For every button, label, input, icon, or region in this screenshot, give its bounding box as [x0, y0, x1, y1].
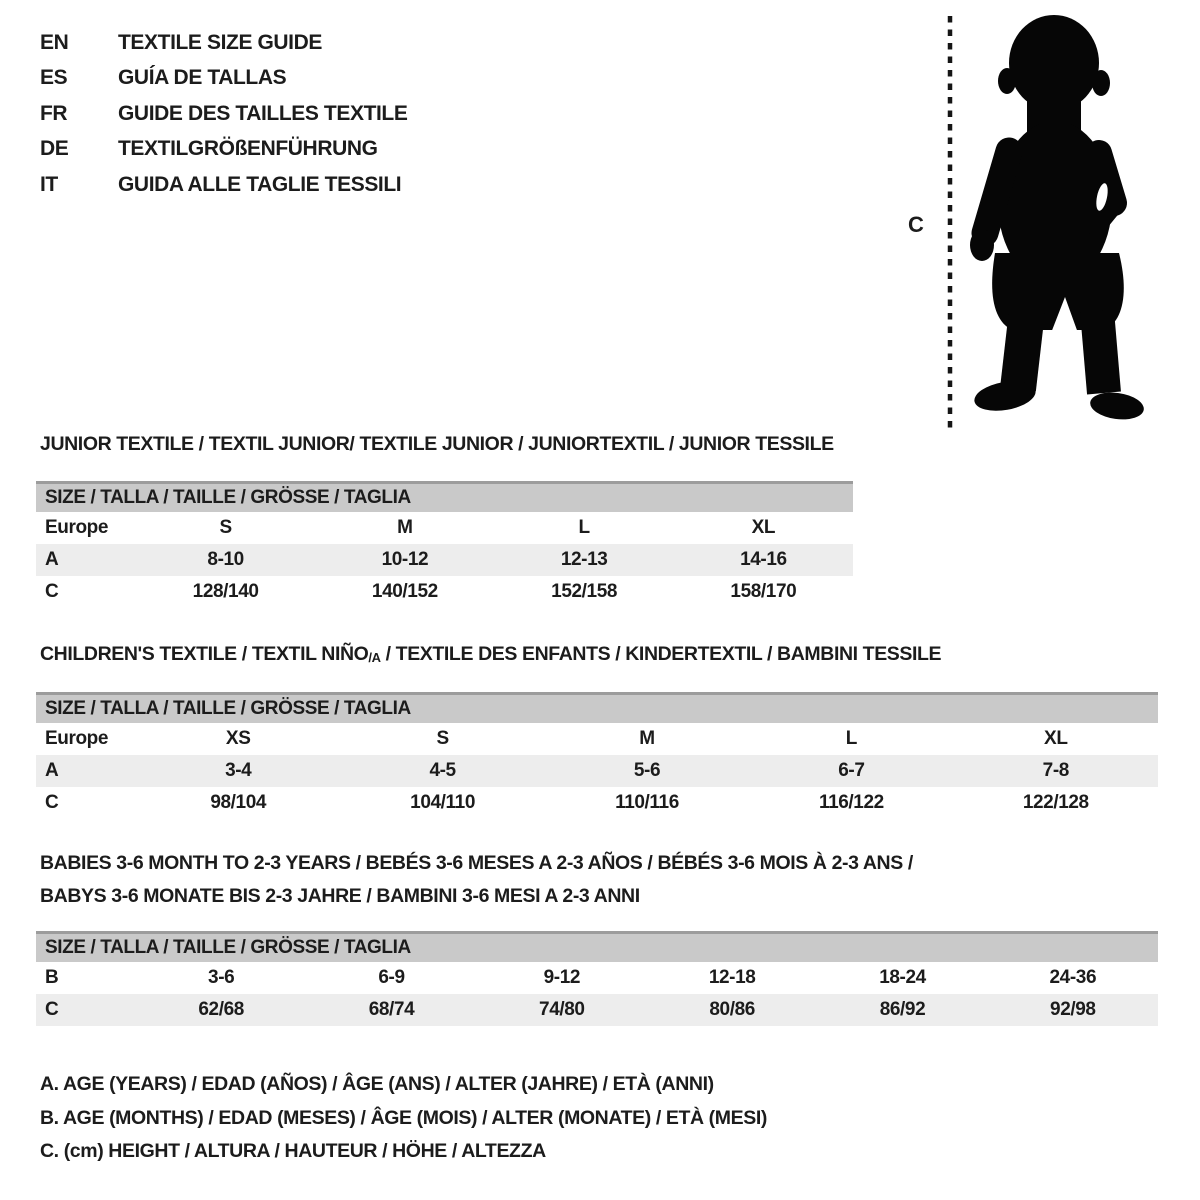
height-measure-label: C	[908, 212, 924, 237]
language-code: ES	[40, 66, 68, 90]
table-row-europe	[36, 512, 853, 544]
table-row-europe	[36, 723, 1158, 755]
table-cell: 74/80	[539, 999, 585, 1020]
language-code: DE	[40, 137, 69, 161]
table-cell: S	[219, 517, 232, 538]
row-label: C	[45, 581, 59, 602]
table-cell: L	[578, 517, 590, 538]
table-row-age-months	[36, 962, 1158, 994]
table-cell: 152/158	[551, 581, 618, 602]
toddler-silhouette-icon	[900, 8, 1200, 438]
table-size-header: SIZE / TALLA / TAILLE / GRÖSSE / TAGLIA	[36, 692, 1158, 723]
language-code: EN	[40, 30, 69, 54]
section-title-suffix: /A	[368, 650, 381, 665]
table-cell: 9-12	[543, 967, 581, 988]
table-cell: 98/104	[210, 792, 267, 813]
row-label: C	[45, 999, 59, 1020]
table-row-height	[36, 994, 1158, 1026]
list-item	[40, 132, 407, 168]
footnote-a: A. AGE (YEARS) / EDAD (AÑOS) / ÂGE (ANS) / ALTER (JAHRE) / ETÀ (ANNI)	[40, 1073, 714, 1095]
table-cell: 18-24	[879, 967, 926, 988]
table-cell: 110/116	[615, 792, 679, 813]
row-label: A	[45, 760, 59, 781]
table-cell: 12-18	[708, 967, 756, 988]
table-size-header: SIZE / TALLA / TAILLE / GRÖSSE / TAGLIA	[36, 931, 1158, 962]
table-row-height	[36, 787, 1158, 819]
row-label: Europe	[45, 728, 109, 749]
section-title-line: BABYS 3-6 MONATE BIS 2-3 JAHRE / BAMBINI 3-6 MESI A 2-3 ANNI	[40, 885, 640, 907]
table-cell: 104/110	[410, 792, 476, 813]
table-cell: L	[845, 728, 857, 749]
table-size-header: SIZE / TALLA / TAILLE / GRÖSSE / TAGLIA	[36, 481, 853, 512]
table-cell: 5-6	[633, 760, 661, 781]
junior-size-table	[36, 481, 853, 608]
babies-size-table	[36, 931, 1158, 1026]
table-cell: 7-8	[1042, 760, 1069, 781]
table-row-height	[36, 576, 853, 608]
section-title-children	[40, 643, 941, 666]
row-label: C	[45, 792, 59, 813]
section-title-text: / TEXTILE DES ENFANTS / KINDERTEXTIL / BAMBINI TESSILE	[380, 643, 942, 665]
table-cell: 158/170	[730, 581, 797, 602]
table-cell: 140/152	[371, 581, 438, 602]
language-title: TEXTILGRÖßENFÜHRUNG	[118, 137, 378, 161]
children-size-table	[36, 692, 1158, 819]
language-title-list	[40, 25, 407, 203]
table-cell: M	[639, 728, 655, 749]
section-title-text: CHILDREN'S TEXTILE / TEXTIL NIÑO	[40, 643, 369, 665]
table-cell: 68/74	[368, 999, 415, 1020]
section-title-line: BABIES 3-6 MONTH TO 2-3 YEARS / BEBÉS 3-6 MESES A 2-3 AÑOS / BÉBÉS 3-6 MOIS À 2-3 ANS /	[40, 852, 913, 874]
table-row-age	[36, 755, 1158, 787]
table-cell: 14-16	[740, 549, 787, 570]
table-cell: XL	[751, 517, 776, 538]
list-item	[40, 96, 407, 132]
row-label: B	[45, 967, 59, 988]
footnote-b: B. AGE (MONTHS) / EDAD (MESES) / ÂGE (MOIS) / ALTER (MONATE) / ETÀ (MESI)	[40, 1106, 767, 1129]
table-cell: 128/140	[192, 581, 259, 602]
table-cell: 12-13	[560, 549, 608, 570]
table-cell: XS	[225, 728, 251, 749]
table-cell: XL	[1044, 728, 1068, 749]
table-cell: 4-5	[429, 760, 456, 781]
table-cell: 3-4	[225, 760, 252, 781]
list-item	[40, 167, 407, 203]
table-cell: 92/98	[1050, 999, 1096, 1020]
table-cell: 8-10	[207, 549, 244, 570]
section-title-babies	[40, 847, 913, 913]
table-cell: 24-36	[1049, 967, 1097, 988]
table-cell: 122/128	[1022, 792, 1089, 813]
table-cell: 80/86	[709, 999, 755, 1020]
table-cell: 6-9	[378, 967, 405, 988]
table-cell: 10-12	[381, 549, 429, 570]
table-row-age	[36, 544, 853, 576]
toddler-silhouette	[970, 15, 1146, 423]
section-title-junior: JUNIOR TEXTILE / TEXTIL JUNIOR/ TEXTILE JUNIOR / JUNIORTEXTIL / JUNIOR TESSILE	[40, 433, 834, 455]
list-item	[40, 61, 407, 97]
footnote-c: C. (cm) HEIGHT / ALTURA / HAUTEUR / HÖHE / ALTEZZA	[40, 1140, 546, 1162]
table-cell: 62/68	[198, 999, 244, 1020]
table-cell: S	[436, 728, 449, 749]
table-cell: 116/122	[818, 792, 884, 813]
table-cell: 6-7	[838, 760, 865, 781]
language-title: GUÍA DE TALLAS	[118, 66, 287, 90]
row-label: A	[45, 549, 59, 570]
language-title: GUIDE DES TAILLES TEXTILE	[118, 101, 408, 125]
language-title: TEXTILE SIZE GUIDE	[118, 30, 322, 54]
row-label: Europe	[45, 517, 109, 538]
list-item	[40, 25, 407, 61]
language-title: GUIDA ALLE TAGLIE TESSILI	[118, 172, 402, 196]
language-code: IT	[40, 172, 58, 196]
language-code: FR	[40, 101, 68, 125]
table-cell: 3-6	[208, 967, 235, 988]
table-cell: 86/92	[879, 999, 926, 1020]
footnotes	[40, 1068, 767, 1169]
height-measure-figure	[900, 8, 1200, 440]
table-cell: M	[397, 517, 413, 538]
